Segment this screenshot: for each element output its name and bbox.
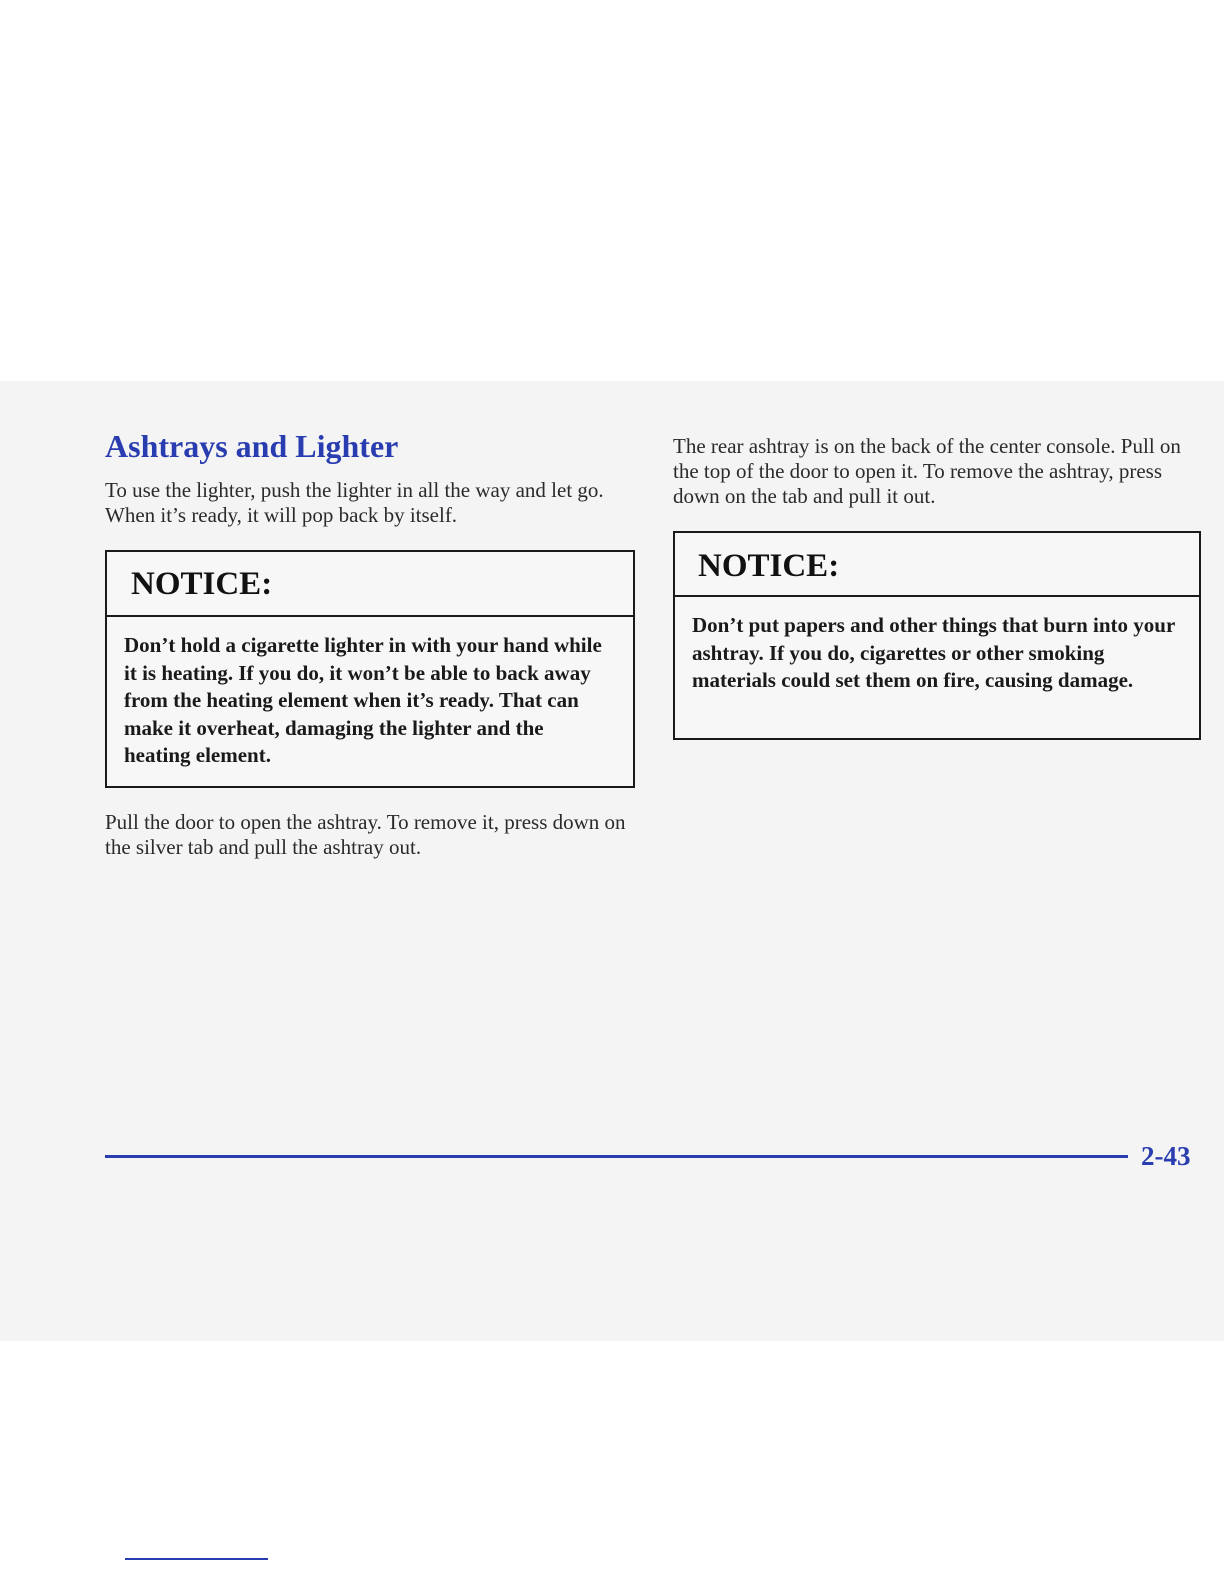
lighter-instructions: To use the lighter, push the lighter in all the way and let go. When it’s ready, it will pop back by itself. (105, 478, 604, 527)
section-title: Ashtrays and Lighter (105, 428, 399, 464)
lighter-notice-box (105, 550, 635, 788)
bottom-divider (125, 1558, 268, 1560)
page-number: 2-43 (1141, 1141, 1191, 1171)
ashtray-instructions: Pull the door to open the ashtray. To remove it, press down on the silver tab and pull the ashtray out. (105, 810, 626, 859)
lighter-notice-body: Don’t hold a cigarette lighter in with your hand while it is heating. If you do, it won’t be able to back away from the heating element when it’s ready. That can make it overheat, damaging the lighter and the heating element. (124, 633, 602, 767)
lighter-notice-heading: NOTICE: (107, 552, 633, 617)
ashtray-notice-body: Don’t put papers and other things that burn into your ashtray. If you do, cigarettes or other smoking materials could set them on fire, causing damage. (692, 613, 1175, 692)
rear-ashtray-instructions: The rear ashtray is on the back of the center console. Pull on the top of the door to open it. To remove the ashtray, press down on the tab and pull it out. (673, 434, 1181, 508)
ashtray-notice-heading: NOTICE: (675, 533, 1199, 597)
ashtray-notice-box (673, 531, 1201, 740)
footer-rule (105, 1155, 1128, 1158)
